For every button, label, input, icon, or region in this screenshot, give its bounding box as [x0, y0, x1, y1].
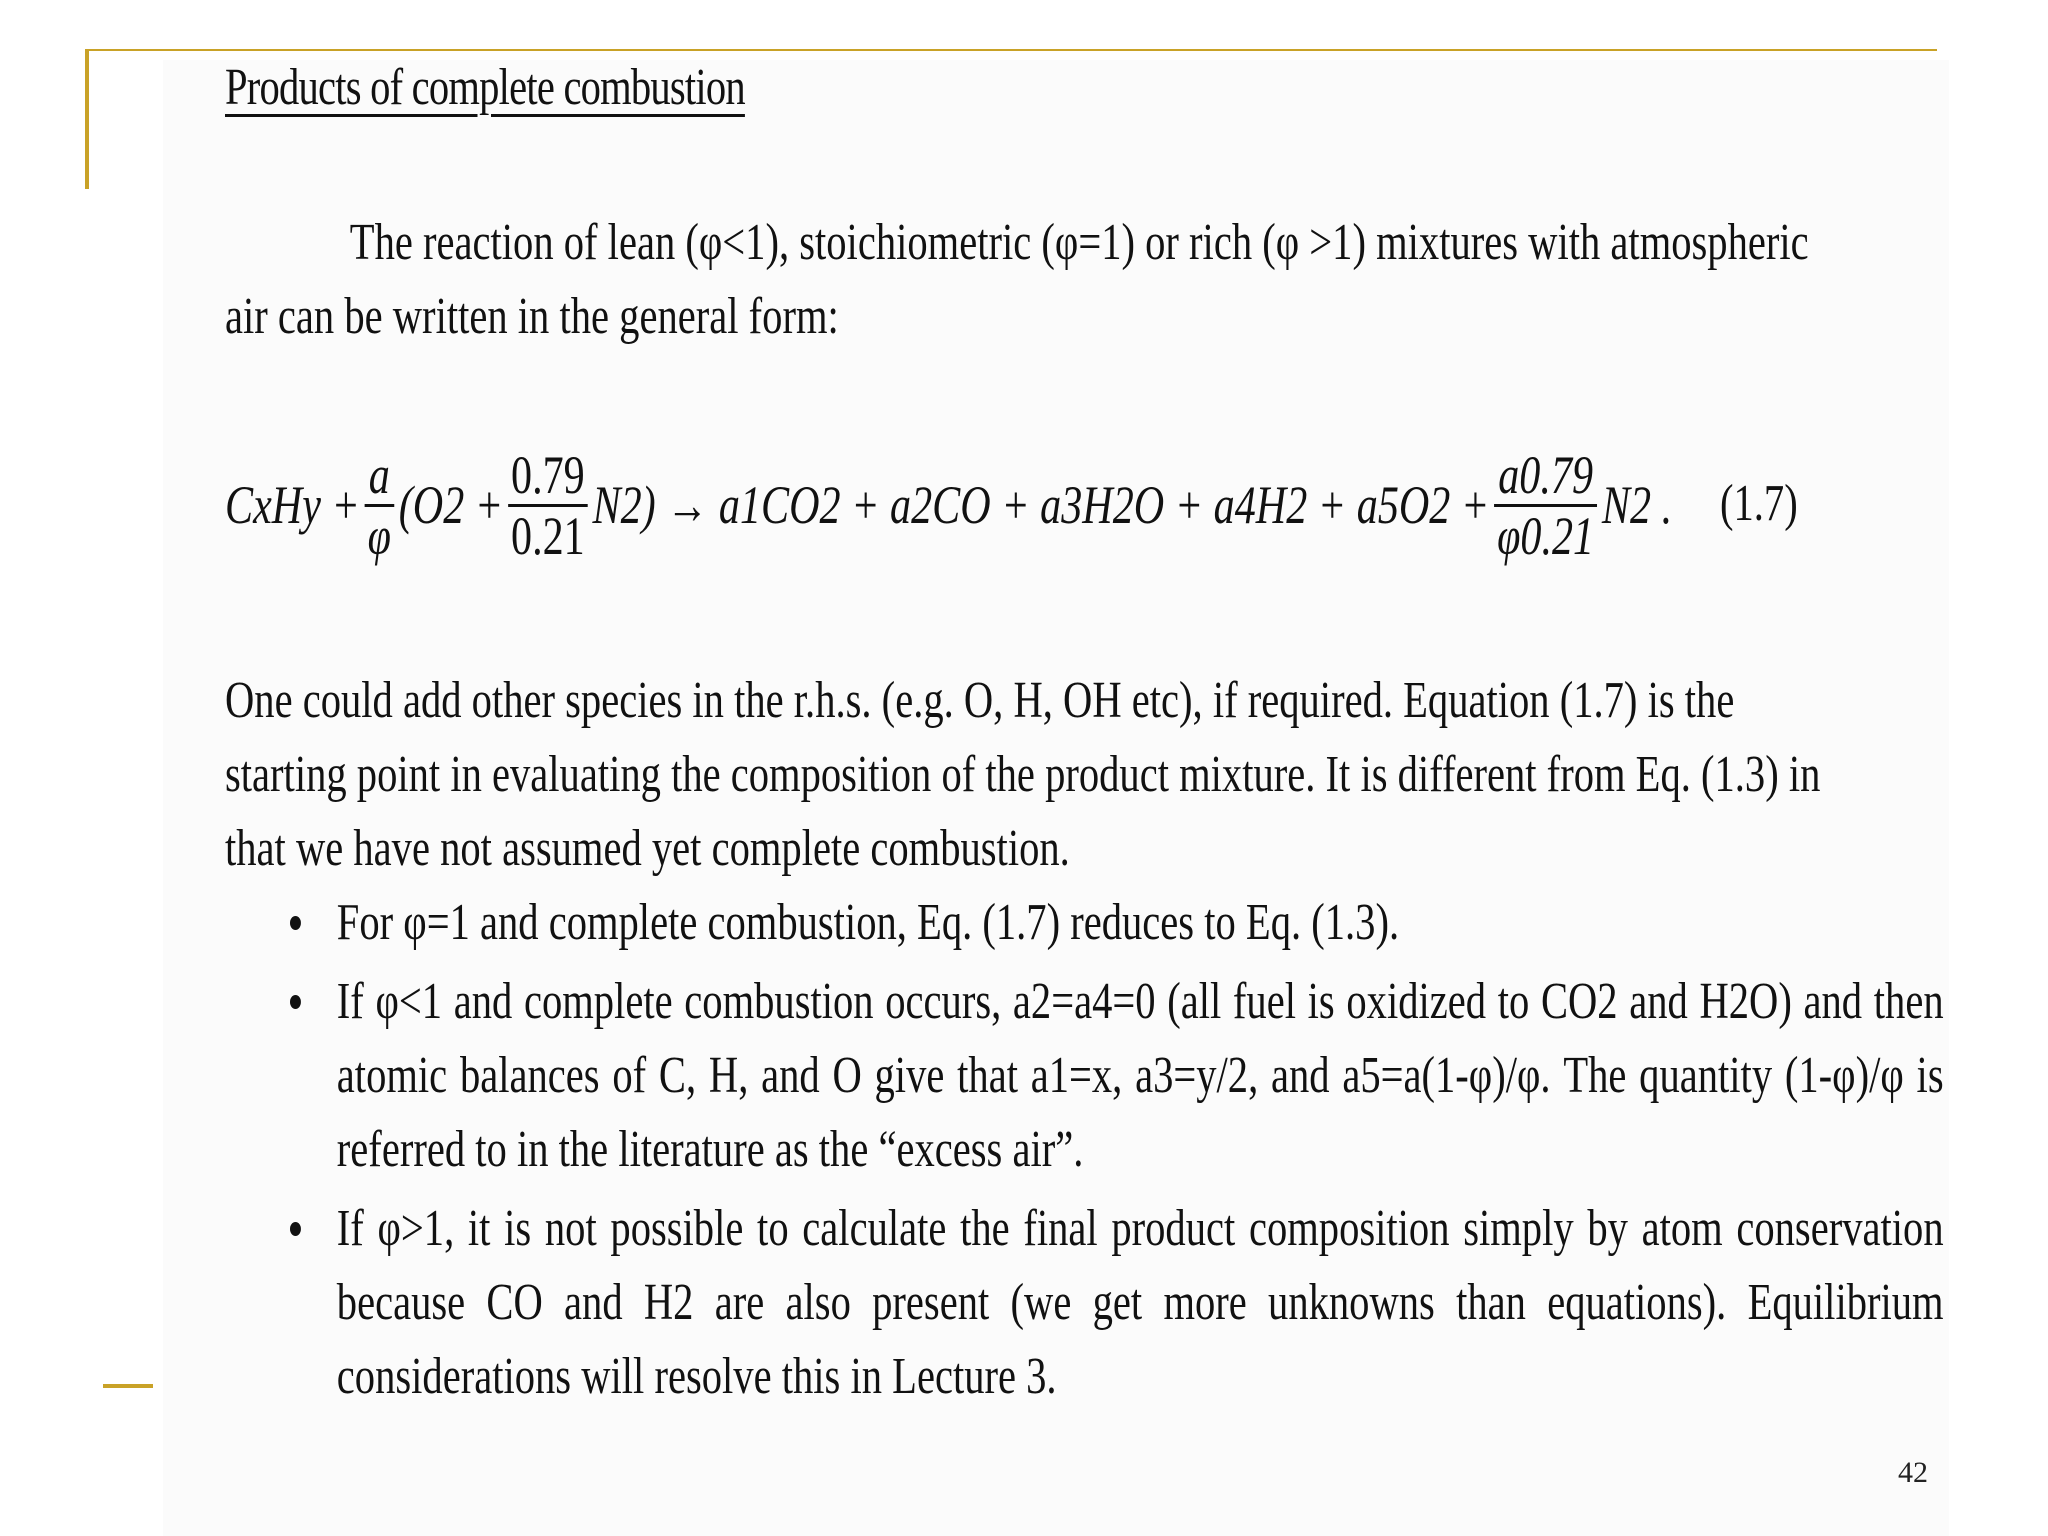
slide-left-rule [85, 49, 89, 189]
eq-fuel-term: CxHy + [225, 475, 360, 535]
list-item [290, 1192, 1944, 1414]
equation-number: (1.7) [1720, 475, 1798, 532]
bullet-icon [290, 995, 301, 1009]
eq-frac1-numerator: a [368, 444, 390, 505]
body-line-3: that we have not assumed yet complete combustion. [225, 820, 1070, 877]
body-line-1: One could add other species in the r.h.s. (e.g. O, H, OH etc), if required. Equation (1.7) is the [225, 672, 1735, 729]
eq-oxygen-term: (O2 + [398, 475, 504, 535]
bullet-text: If φ<1 and complete combustion occurs, a2=a4=0 (all fuel is oxidized to CO2 and H2O) and then atomic balances of C, H, and O give that a1=x, a3=y/2, and a5=a(1-φ)/φ. The quantity (1-φ)/φ is referred to in the literature as the “excess air”. [336, 973, 1944, 1178]
intro-line-2: air can be written in the general form: [225, 288, 839, 345]
bullet-icon [290, 916, 301, 930]
slide-top-rule [85, 49, 1937, 51]
intro-paragraph [225, 206, 1902, 354]
eq-nitrogen-term: N2 . [1601, 475, 1673, 535]
eq-frac2-denominator: 0.21 [511, 505, 585, 566]
intro-line-1: The reaction of lean (φ<1), stoichiometric (φ=1) or rich (φ >1) mixtures with atmospheric [349, 214, 1809, 271]
body-paragraph [225, 664, 1902, 886]
bullet-text: If φ>1, it is not possible to calculate the final product composition simply by atom conservation because CO and H2 are also present (we get more unknowns than equations). Equilibrium considerations will resolve this in Lecture 3. [336, 1200, 1944, 1405]
eq-fraction-air-ratio [508, 446, 588, 565]
eq-products-term: N2) → a1CO2 + a2CO + a3H2O + a4H2 + a5O2 + [592, 475, 1490, 535]
slide-footer-mark [103, 1384, 153, 1388]
body-line-2: starting point in evaluating the composition of the product mixture. It is different from Eq. (1.3) in [225, 746, 1821, 803]
eq-fraction-nitrogen [1494, 446, 1597, 565]
eq-fraction-a-over-phi [365, 446, 395, 565]
page-number: 42 [1898, 1456, 1928, 1489]
bullet-icon [290, 1222, 301, 1236]
combustion-equation [225, 430, 1673, 580]
eq-frac1-denominator: φ [367, 505, 391, 566]
eq-frac2-numerator: 0.79 [511, 444, 585, 505]
eq-frac3-denominator: φ0.21 [1497, 505, 1595, 566]
list-item [290, 886, 1944, 960]
eq-frac3-numerator: a0.79 [1498, 444, 1593, 505]
list-item [290, 965, 1944, 1187]
bullet-text: For φ=1 and complete combustion, Eq. (1.7) reduces to Eq. (1.3). [336, 894, 1400, 951]
bullet-list [290, 886, 1944, 1419]
section-heading: Products of complete combustion [225, 59, 745, 116]
